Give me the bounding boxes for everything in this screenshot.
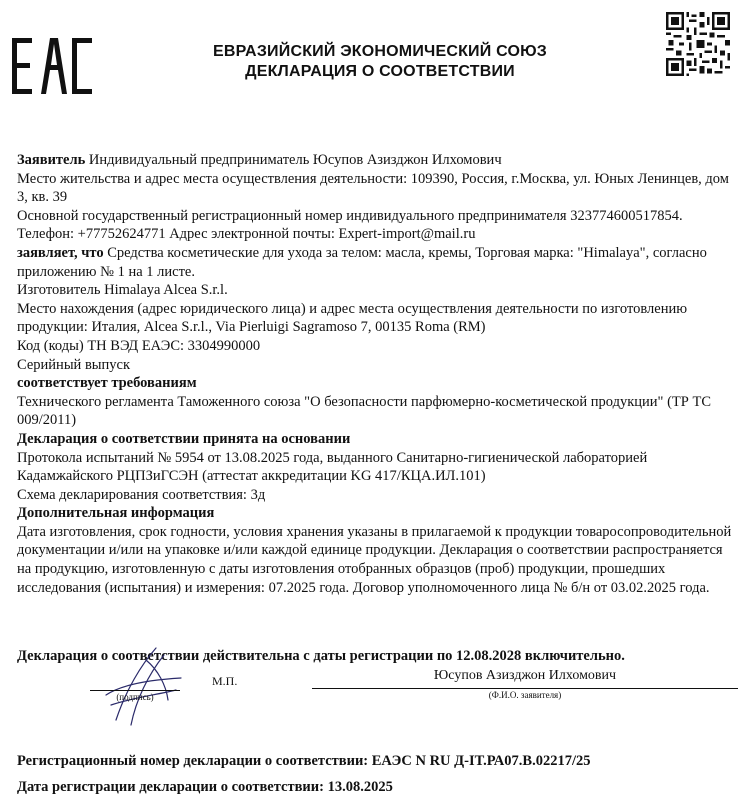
declaration-title: ДЕКЛАРАЦИЯ О СООТВЕТСТВИИ	[245, 63, 515, 80]
qr-code-icon	[666, 12, 730, 76]
applicant-name: Юсупов Азизджон Илхомович	[433, 668, 617, 683]
union-title: ЕВРАЗИЙСКИЙ ЭКОНОМИЧЕСКИЙ СОЮЗ	[212, 43, 548, 60]
name-line	[312, 688, 738, 689]
handwritten-signature	[86, 640, 196, 730]
signature-caption: (подпись)	[116, 692, 154, 702]
applicant-label: Заявитель	[17, 152, 86, 168]
scheme-line: Схема декларирования соответствия: 3д	[17, 486, 266, 503]
registration-number: Регистрационный номер декларации о соответствии: ЕАЭС N RU Д-IT.РА07.В.02217/25	[17, 753, 591, 769]
validity-line: Декларация о соответствии действительна с даты регистрации по 12.08.2028 включительно.	[17, 648, 625, 664]
basis-value: Протокола испытаний № 5954 от 13.08.2025 года, выданного Санитарно-гигиенической лабораторией Кадамжайского РЦПЗиГСЭН (аттестат аккредитации KG 417/КЦА.ИЛ.101)	[17, 449, 648, 485]
serial-line: Серийный выпуск	[17, 356, 131, 373]
seal-place-label: М.П.	[212, 674, 238, 688]
document-title	[130, 42, 630, 82]
manufacturer-address: Место нахождения (адрес юридического лица) и адрес места осуществления деятельности по изготовлению продукции: Италия, Alcea S.r.l., Via Pierluigi Sagramoso 7, 00135 Roma (RM)	[17, 300, 688, 336]
applicant-line	[17, 151, 732, 170]
tnved-line: Код (коды) ТН ВЭД ЕАЭС: 3304990000	[17, 337, 261, 354]
signature-line	[90, 690, 180, 691]
contacts-line: Телефон: +77752624771 Адрес электронной почты: Expert-import@mail.ru	[17, 226, 476, 243]
extra-info-value: Дата изготовления, срок годности, условия хранения указаны в прилагаемой к продукции товаросопроводительной документации и/или на упаковке и/или каждой единице продукции. Декларация о соответствии распространяется на продукцию, изготовленную с даты изготовления отобранных образцов (проб) продукции, прошедших исследования (испытания) и измерения: 07.2025 года. Договор уполномоченного лица № б/н от 03.02.2025 года.	[17, 523, 732, 596]
extra-info-label: Дополнительная информация	[17, 505, 215, 522]
declaration-body	[17, 151, 732, 597]
applicant-address: Место жительства и адрес места осуществления деятельности: 109390, Россия, г.Москва, ул. Юных Ленинцев, дом 3, кв. 39	[17, 170, 729, 206]
basis-label: Декларация о соответствии принята на основании	[17, 430, 351, 447]
manufacturer-line: Изготовитель Himalaya Alcea S.r.l.	[17, 282, 228, 299]
applicant-value: Индивидуальный предприниматель Юсупов Азизджон Илхомович	[85, 152, 502, 168]
declares-line	[17, 244, 732, 281]
conforms-label: соответствует требованиям	[17, 375, 197, 392]
declares-value: Средства косметические для ухода за телом: масла, кремы, Торговая марка: "Himalaya", согласно приложению № 1 на 1 листе.	[17, 244, 707, 280]
ogrn-line: Основной государственный регистрационный номер индивидуального предпринимателя 323774600517854.	[17, 207, 683, 224]
registration-date: Дата регистрации декларации о соответствии: 13.08.2025	[17, 779, 393, 795]
conforms-value: Технического регламента Таможенного союза "О безопасности парфюмерно-косметической продукции" (ТР ТС 009/2011)	[17, 393, 711, 429]
declares-label: заявляет, что	[17, 244, 104, 261]
eac-logo	[12, 38, 92, 94]
name-caption: (Ф.И.О. заявителя)	[488, 690, 562, 700]
